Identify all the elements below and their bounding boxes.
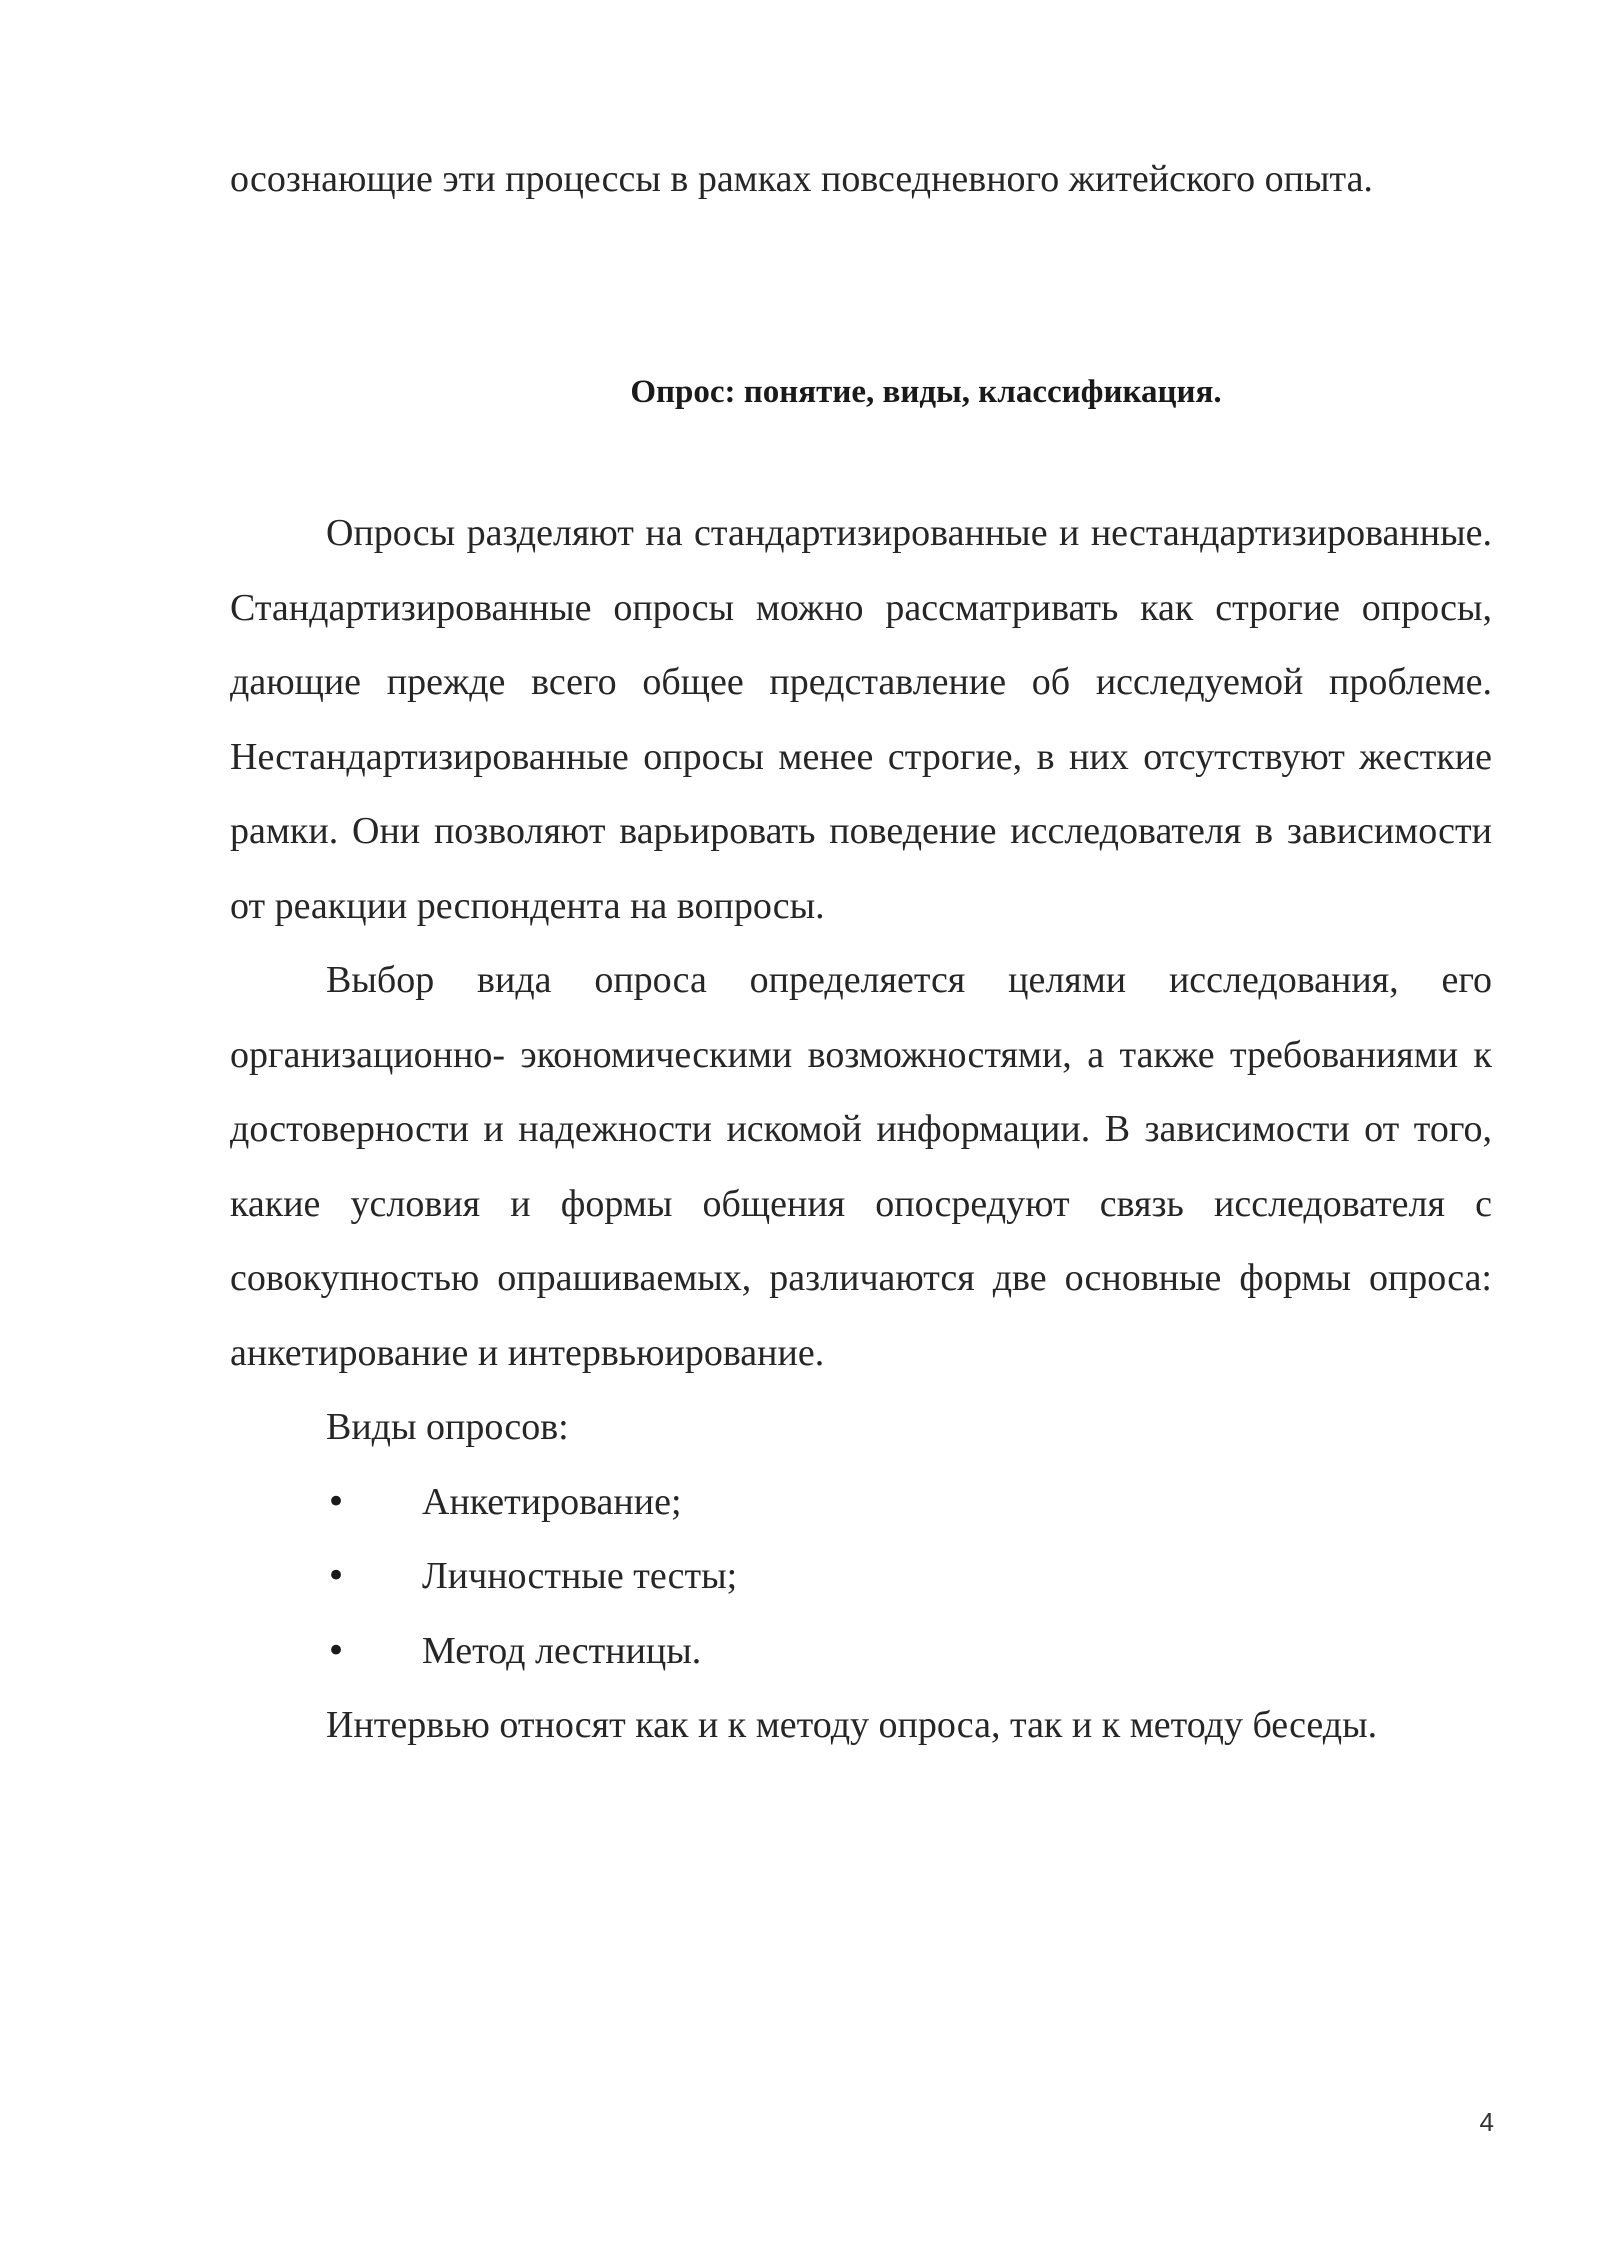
body-text	[230, 496, 1492, 1763]
paragraph-survey-choice: Выбор вида опроса определяется целями исследования, его организационно- экономическими возможностями, а также требованиями к достоверности и надежности искомой информации. В зависимости от того, какие условия и формы общения опосредуют связь исследователя с совокупностью опрашиваемых, различаются две основные формы опроса: анкетирование и интервьюирование.	[230, 959, 1492, 1374]
list-item-text: Личностные тесты;	[422, 1555, 738, 1597]
continuation-block	[230, 142, 1492, 217]
list-item-text: Метод лестницы.	[422, 1629, 702, 1672]
section-heading: Опрос: понятие, виды, классификация.	[630, 374, 1222, 410]
list-item	[230, 1614, 1492, 1689]
list-item	[230, 1539, 1492, 1614]
page-number: 4	[1479, 2107, 1494, 2137]
continuation-paragraph: осознающие эти процессы в рамках повседневного житейского опыта.	[230, 158, 1373, 200]
paragraph-interview: Интервью относят как и к методу опроса, так и к методу беседы.	[326, 1704, 1378, 1746]
paragraph-standardized-surveys: Опросы разделяют на стандартизированные и нестандартизированные. Стандартизированные опросы можно рассматривать как строгие опросы, дающие прежде всего общее представление об исследуемой проблеме. Нестандартизированные опросы менее строгие, в них отсутствуют жесткие рамки. Они позволяют варьировать поведение исследователя в зависимости от реакции респондента на вопросы.	[230, 512, 1492, 927]
bullet-icon: •	[326, 1556, 347, 1596]
survey-types-list	[230, 1465, 1492, 1689]
survey-types-label: Виды опросов:	[326, 1406, 569, 1448]
bullet-icon: •	[326, 1481, 347, 1522]
bullet-icon: •	[326, 1630, 347, 1671]
list-item-text: Анкетирование;	[422, 1480, 682, 1523]
list-item	[230, 1465, 1492, 1540]
